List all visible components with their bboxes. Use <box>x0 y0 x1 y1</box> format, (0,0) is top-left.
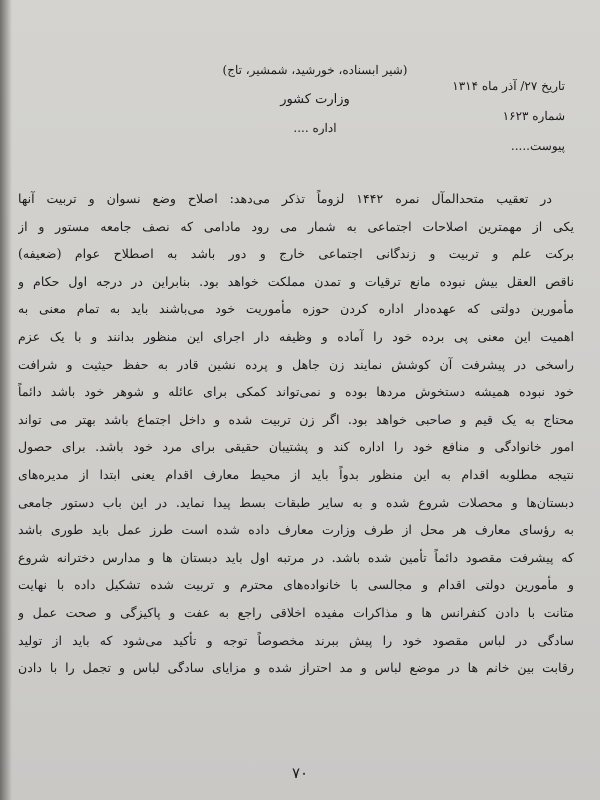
body-line: که پیشرفت مقصود دائماً تأمین شده باشد. در مرتبه اول باید دبستان ها و مدارس دخترانه شروع <box>18 549 574 565</box>
body-line: و مأمورین دولتی اقدام و مجالسی با خانواده‌های محترم و تربیت شده تشکیل داده با نهایت <box>18 577 574 593</box>
ministry-name: وزارت کشور <box>280 92 350 107</box>
body-line: یکی از مهمترین اصلاحات اجتماعی به شمار می رود مادامی که نصف جامعه مستور و از <box>18 218 574 234</box>
department-name: اداره .... <box>293 121 337 135</box>
body-line: ناقص العقل بیش نبوده مانع ترقیات و تمدن مملکت خواهد بود. بنابراین در درجه اول حکام و <box>18 273 574 289</box>
body-line: به رؤسای معارف هر محل از طرف وزارت معارف داده شده است طرز عمل باید طوری باشد <box>18 522 574 538</box>
letter-attachment: پیوست..... <box>510 139 565 153</box>
body-line: در تعقیب متحدالمآل نمره ۱۴۴۲ لزوماً تذکر می‌دهد: اصلاح وضع نسوان و تربیت آنها <box>18 191 552 206</box>
letter-date: تاریخ ۲۷/ آذر ماه ۱۳۱۴ <box>452 79 565 93</box>
body-line: اهمیت این معنی پی برده خود را آماده و وظیفه دار اجرای این منظور بدانند و با یک عزم <box>18 328 574 344</box>
letter-number: شماره ۱۶۲۳ <box>502 109 565 123</box>
body-line: راسخی در پیشرفت آن کوشش نمایند زن جاهل و پرده نشین قادر به حفظ حیثیت و شرافت <box>18 356 574 372</box>
emblem-caption: (شیر ابسناده، خورشید، شمشیر، تاج) <box>222 63 408 77</box>
body-line: مأمورین دولتی که عهده‌دار اداره کردن حوزه مأموریت خود می‌باشند باید به تمام معنی به <box>18 301 574 317</box>
body-line: خود نبوده همیشه دستخوش مردها بوده و نمی‌تواند کمکی برای عائله و شوهر خود باشد دائماً <box>18 384 574 400</box>
letter-header-emblem <box>205 62 425 140</box>
body-line: دبستان‌ها و محصلات شروع شده و به سایر طبقات بسط پیدا نماید. در این باب دستور جامعی <box>18 494 574 510</box>
letter-body <box>18 185 574 682</box>
body-line: برکت علم و تربیت و زندگانی اجتماعی خارج و دور باشد به اصطلاح عوام (ضعیفه) <box>18 246 574 262</box>
body-line: امور خانوادگی و منافع خود را اداره کند و پشتیبان حقیقی برای مرد خود باشد. برای حصول <box>18 439 574 455</box>
letter-header-meta <box>415 78 565 168</box>
body-line: نتیجه مطلوبه اقدام به این منظور بدواً باید از محیط معارف اقدام یعنی ابتدا از مدیره‌های <box>18 466 574 482</box>
body-line: رقابت بین خانم ها در موضع لباس و مد احتراز شده و مزایای سادگی لباس و تجمل را با دادن <box>18 660 574 676</box>
body-line: سادگی در لباس مقصود خود را پیش ببرند مخصوصاً توجه و تأکید می‌شود که باید از تولید <box>18 632 574 648</box>
page-number: ۷۰ <box>291 764 309 782</box>
body-line: محتاج به یک قیم و صاحبی خواهد بود. اگر زن تربیت شده و داخل اجتماع باشد بهتر می تواند <box>18 411 574 427</box>
body-line: متانت با دادن کنفرانس ها و مذاکرات مفیده اخلاقی راجع به عفت و پاکیزگی و صحت عمل و <box>18 604 574 620</box>
